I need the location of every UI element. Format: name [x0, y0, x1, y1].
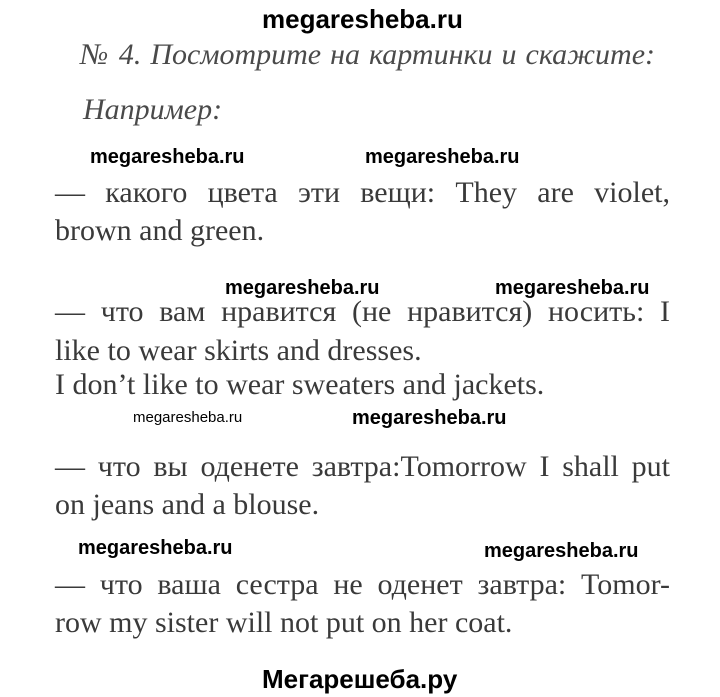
watermark-4: megaresheba.ru	[495, 277, 650, 299]
item2-line2: like to wear skirts and dresses.	[55, 334, 422, 367]
watermark-8: megaresheba.ru	[484, 540, 639, 562]
item1-line2: brown and green.	[55, 214, 265, 247]
example-label: Например:	[83, 93, 223, 126]
watermark-6: megaresheba.ru	[352, 407, 507, 429]
item2-line3: I don’t like to wear sweaters and jackets.	[55, 368, 545, 401]
item3-line2: on jeans and a blouse.	[55, 488, 320, 521]
watermark-7: megaresheba.ru	[78, 537, 233, 559]
item4-line2: row my sister will not put on her coat.	[55, 606, 513, 639]
watermark-1: megaresheba.ru	[90, 146, 245, 168]
watermark-5: megaresheba.ru	[133, 409, 243, 426]
item1-line1: — какого цвета эти вещи: They are violet,	[55, 176, 670, 209]
watermark-3: megaresheba.ru	[225, 277, 380, 299]
watermark-2: megaresheba.ru	[365, 146, 520, 168]
watermark-top: megaresheba.ru	[262, 4, 463, 34]
item2-line1: — что вам нравится (не нравится) носить: I	[55, 295, 670, 328]
item4-line1: — что ваша сестра не оденет завтра: Tomor-	[55, 568, 670, 601]
watermark-bottom: Мегарешеба.ру	[262, 664, 458, 694]
item3-line1: — что вы оденете завтра:Tomorrow I shall put	[55, 450, 670, 483]
task-heading: № 4. Посмотрите на картинки и скажите:	[80, 38, 655, 71]
